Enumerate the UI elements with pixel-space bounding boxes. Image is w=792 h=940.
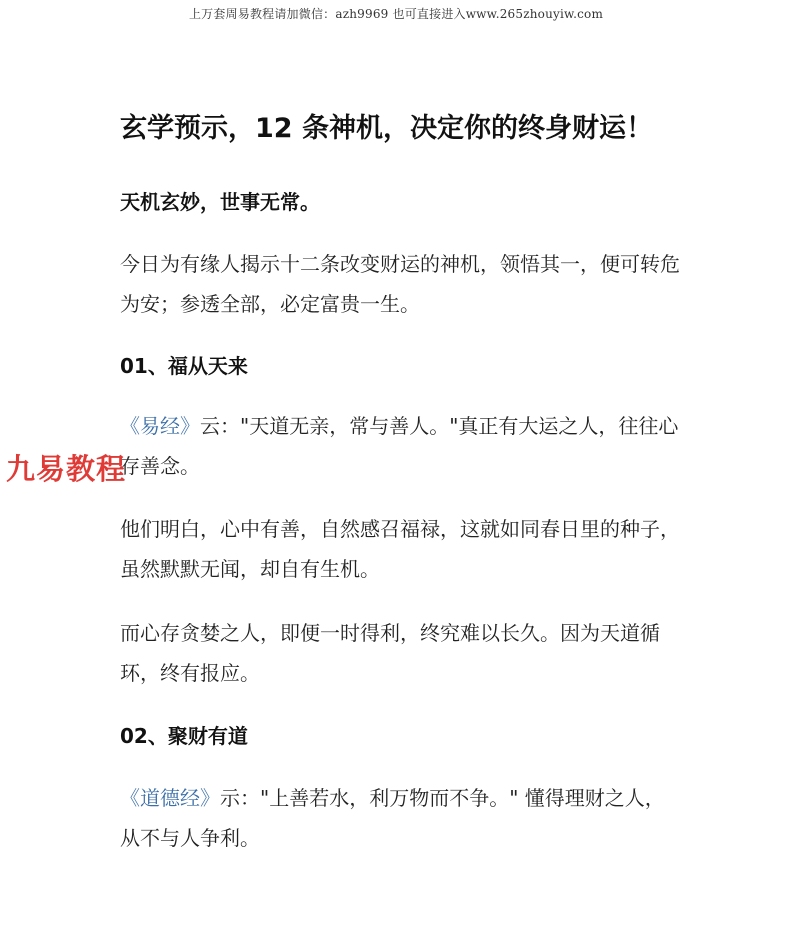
paragraph-greed: 而心存贪婪之人，即便一时得利，终究难以长久。因为天道循环，终有报应。 (120, 621, 660, 685)
quote-text-2: 示："上善若水，利万物而不争。" 懂得理财之人，从不与人争利。 (120, 786, 665, 850)
section-heading-2: 02、聚财有道 (120, 724, 248, 748)
paragraph-kindness: 他们明白，心中有善，自然感召福禄，这就如同春日里的种子，虽然默默无闻，却自有生机。 (120, 517, 680, 581)
quote-paragraph-1 (120, 406, 680, 486)
book-title-daodejing: 《道德经》 (120, 786, 220, 810)
book-title-yijing: 《易经》 (120, 414, 200, 438)
intro-paragraph: 今日为有缘人揭示十二条改变财运的神机，领悟其一，便可转危为安；参透全部，必定富贵一生。 (120, 252, 680, 316)
quote-text-1: 云："天道无亲，常与善人。"真正有大运之人，往往心存善念。 (120, 414, 679, 478)
watermark-logo: 九易教程 (6, 452, 127, 486)
section-heading-1: 01、福从天来 (120, 354, 248, 378)
article-subtitle: 天机玄妙，世事无常。 (120, 190, 320, 214)
quote-paragraph-2 (120, 778, 680, 858)
article-title: 玄学预示，12 条神机，决定你的终身财运！ (120, 113, 653, 144)
top-banner: 上万套周易教程请加微信：azh9969 也可直接进入www.265zhouyiw.com (188, 7, 604, 21)
